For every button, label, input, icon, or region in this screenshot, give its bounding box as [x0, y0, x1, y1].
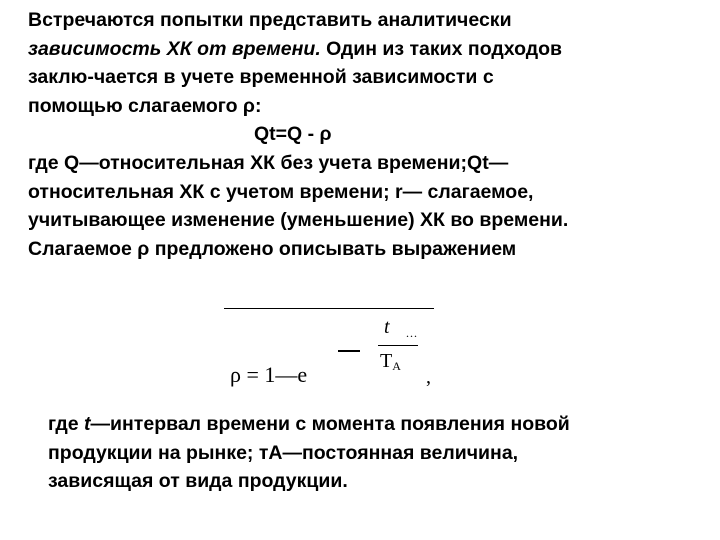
formula-numerator-dots: ...	[406, 326, 418, 340]
exponent-minus	[338, 350, 360, 352]
text-line: учитывающее изменение (уменьшение) ХК во времени.	[28, 209, 569, 232]
text-line: зависящая от вида продукции.	[48, 470, 348, 493]
text-fragment: —интервал времени с момента появления новой	[90, 413, 570, 435]
equation-line: Qt=Q - ρ	[254, 123, 332, 146]
text-fragment: где	[48, 413, 85, 435]
text-line: помощью слагаемого ρ:	[28, 94, 262, 117]
main-text	[28, 6, 708, 263]
text-line: Слагаемое ρ предложено описывать выражением	[28, 237, 517, 260]
text-line: Встречаются попытки представить аналитически	[28, 9, 512, 31]
denominator-subscript: A	[392, 359, 401, 373]
italic-phrase: зависимость ХК от времени.	[28, 37, 321, 60]
text-line: продукции на рынке; тА—постоянная величина,	[48, 441, 519, 464]
text-fragment: Один из таких подходов	[320, 37, 563, 60]
denominator-letter: T	[380, 350, 393, 372]
formula-comma: ,	[426, 366, 431, 388]
formula-rule	[224, 308, 434, 309]
text-line: заклю-чается в учете временной зависимости с	[28, 66, 494, 89]
text-line: относительная ХК с учетом времени; r— слагаемое,	[28, 180, 534, 203]
formula	[230, 316, 450, 396]
italic-variable: t	[84, 413, 91, 435]
secondary-text	[48, 410, 713, 496]
text-line: где Q—относительная ХК без учета времени;Qt—	[28, 151, 509, 174]
formula-denominator	[380, 350, 401, 373]
fraction-bar	[378, 345, 418, 346]
text-line	[28, 35, 708, 64]
text-line	[48, 410, 713, 439]
formula-lhs: ρ = 1—e	[230, 362, 308, 387]
formula-numerator: t	[384, 316, 390, 338]
